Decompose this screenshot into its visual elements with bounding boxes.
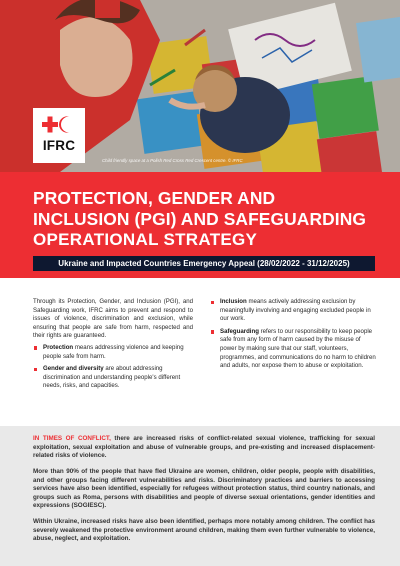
intro-column-left (33, 298, 193, 395)
context-text (33, 435, 375, 551)
bullet-term: Inclusion (220, 298, 247, 305)
context-p1-text: there are increased risks of conflict-related sexual violence, trafficking for sexual exploitation, sexual exploitation and abuse of vulnerable groups, and pre-existing and increased displacement-related risks of violence. (33, 435, 375, 459)
context-lead: IN TIMES OF CONFLICT, (33, 435, 111, 442)
bullet-inclusion (210, 298, 378, 324)
page-title: PROTECTION, GENDER AND INCLUSION (PGI) AND SAFEGUARDING (33, 188, 366, 229)
intro-column-right (210, 298, 378, 375)
bullet-term: Safeguarding (220, 327, 259, 335)
bullet-text: means actively addressing exclusion by meaningfully involving and engaging excluded people in our work. (220, 298, 371, 323)
context-paragraph-2: More than 90% of the people that have fled Ukraine are women, children, older people, people with disabilities, and other groups facing different vulnerabilities and risks. Discriminatory practices and barriers to accessing services have also been identified, especially for refugees without protection status, third country nationals, and groups such as Roma, persons with disabilities and people of diverse sexual orientations, gender identities and expressions (SOGIESC). (33, 468, 375, 509)
ifrc-logo (33, 108, 85, 163)
context-paragraph-3: Within Ukraine, increased risks have also been identified, perhaps more notably among children. The conflict has severely weakened the protective environment around children, making them even further vulnerable to violence, abuse, neglect, and exploitation. (33, 518, 375, 542)
context-paragraph-1 (33, 435, 375, 461)
bullet-text: means addressing violence and keeping people safe from harm. (43, 343, 184, 360)
bullet-safeguarding (210, 328, 378, 371)
bullet-text: refers to our responsibility to keep people safe from any form of harm caused by the misuse of power by making sure that our staff, volunteers, programmes, and communications do no harm to children and adults, nor expose them to abuse or exploitation. (220, 327, 376, 370)
bullet-gender-diversity (33, 365, 193, 391)
intro-paragraph: Through its Protection, Gender, and Inclusion (PGI), and Safeguarding work, IFRC aims to prevent and respond to issues of violence, discrimination and exclusion, while ensuring that people are safe from harm, respected and their rights are guaranteed. (33, 298, 193, 340)
bullet-term: Gender and diversity (43, 365, 104, 373)
page-subtitle: OPERATIONAL STRATEGY (33, 230, 258, 249)
photo-caption: Child friendly space at a Polish Red Cross Red Crescent centre. © IFRC (102, 158, 243, 163)
appeal-banner: Ukraine and Impacted Countries Emergency Appeal (28/02/2022 - 31/12/2025) (33, 256, 375, 271)
red-cross-crescent-icon (42, 116, 76, 136)
bullet-term: Protection (43, 343, 74, 351)
bullet-text: are about addressing discrimination and understanding people's different needs, risks, and capacities. (43, 365, 181, 390)
hero-photo (0, 0, 400, 172)
logo-wordmark: IFRC (42, 138, 76, 153)
bullet-protection (33, 344, 193, 361)
